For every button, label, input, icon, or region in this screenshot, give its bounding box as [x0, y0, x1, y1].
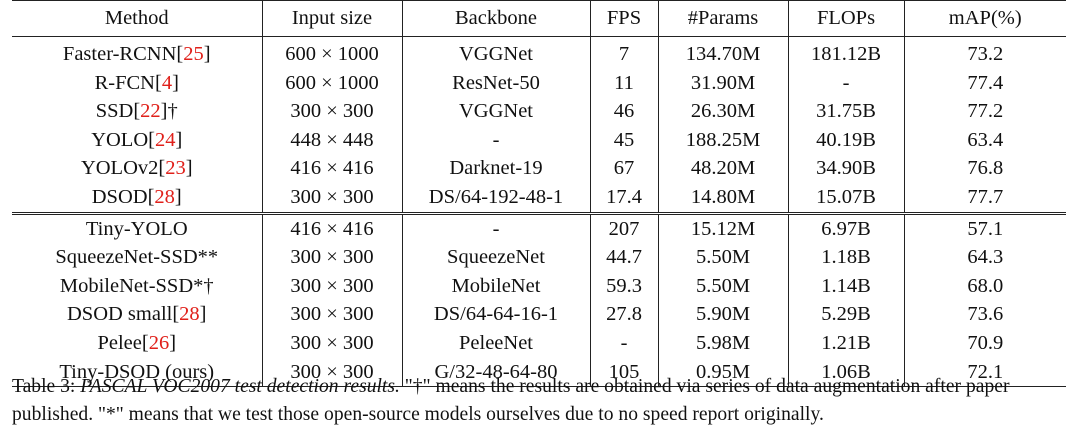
- method-name: Faster-RCNN: [62, 43, 177, 66]
- cell-map: 77.4: [967, 71, 1004, 94]
- method-name: YOLOv2: [80, 157, 159, 180]
- citation-link[interactable]: 24: [154, 128, 176, 151]
- method-suffix: †: [167, 100, 178, 123]
- cell-method: [12, 126, 262, 155]
- cell-backbone: -: [402, 213, 590, 243]
- cell-fps: 44.7: [590, 243, 658, 272]
- cell-flops: 1.21B: [788, 329, 904, 358]
- cell-input-size: 600 × 1000: [262, 69, 402, 98]
- cell-flops: 31.75B: [788, 97, 904, 126]
- ref-bracket: ]: [174, 186, 182, 209]
- cell-method: [12, 329, 262, 358]
- cell-flops: 1.18B: [788, 243, 904, 272]
- cell-input-size: 300 × 300: [262, 97, 402, 126]
- ref-bracket: [: [176, 43, 184, 66]
- ref-bracket: ]: [199, 303, 207, 326]
- method-name: SSD: [95, 100, 134, 123]
- cell-input-size: 300 × 300: [262, 329, 402, 358]
- cell-fps: -: [590, 329, 658, 358]
- cell-params: 14.80M: [658, 183, 788, 213]
- cell-flops: 1.14B: [788, 272, 904, 301]
- table-row: [12, 272, 1066, 301]
- cell-backbone: PeleeNet: [402, 329, 590, 358]
- header-params: #Params: [658, 1, 788, 37]
- method-name: SqueezeNet-SSD**: [55, 246, 219, 269]
- cell-flops: 6.97B: [788, 213, 904, 243]
- cell-params: 188.25M: [658, 126, 788, 155]
- cell-params: 5.90M: [658, 300, 788, 329]
- table-row: [12, 213, 1066, 243]
- citation-link[interactable]: 23: [165, 157, 186, 180]
- ref-bracket: ]: [169, 331, 177, 354]
- cell-fps: 105: [590, 358, 658, 387]
- method-name: MobileNet-SSD*†: [59, 274, 214, 297]
- cell-map: 73.6: [967, 303, 1004, 326]
- cell-map: 76.8: [967, 157, 1004, 180]
- cell-fps: 11: [590, 69, 658, 98]
- header-backbone: Backbone: [402, 1, 590, 37]
- citation-link[interactable]: 28: [179, 303, 200, 326]
- cell-flops: 15.07B: [788, 183, 904, 213]
- cell-method: [12, 97, 262, 126]
- method-name: Tiny-DSOD (ours): [59, 360, 215, 383]
- cell-method: [12, 243, 262, 272]
- cell-map: 72.1: [904, 358, 1066, 387]
- cell-fps: 46: [590, 97, 658, 126]
- cell-map: 64.3: [967, 246, 1004, 269]
- cell-backbone: -: [402, 126, 590, 155]
- table-body: [12, 37, 1066, 387]
- method-name: Tiny-YOLO: [85, 217, 188, 240]
- table-row: [12, 97, 1066, 126]
- cell-backbone: VGGNet: [402, 97, 590, 126]
- citation-link[interactable]: 25: [183, 43, 204, 66]
- cell-fps: 27.8: [590, 300, 658, 329]
- ref-bracket: [: [158, 157, 166, 180]
- cell-input-size: 300 × 300: [262, 300, 402, 329]
- table-row: [12, 126, 1066, 155]
- cell-input-size: 600 × 1000: [262, 37, 402, 69]
- caption-label: Table 3:: [12, 376, 81, 397]
- cell-params: 15.12M: [658, 213, 788, 243]
- citation-link[interactable]: 26: [148, 331, 170, 354]
- cell-backbone: DS/64-192-48-1: [402, 183, 590, 213]
- header-fps: FPS: [590, 1, 658, 37]
- cell-map: 77.7: [967, 186, 1004, 209]
- cell-flops: -: [788, 69, 904, 98]
- table-caption: [12, 373, 1068, 429]
- cell-map: 77.2: [967, 100, 1004, 123]
- cell-input-size: 300 × 300: [262, 183, 402, 213]
- cell-method: [12, 183, 262, 213]
- table-row: [12, 300, 1066, 329]
- cell-backbone: G/32-48-64-80: [402, 358, 590, 387]
- cell-fps: 67: [590, 154, 658, 183]
- cell-method: [12, 37, 262, 69]
- ref-bracket: [: [141, 331, 149, 354]
- cell-map: 73.2: [967, 43, 1004, 66]
- citation-link[interactable]: 22: [140, 100, 161, 123]
- cell-map: 57.1: [904, 213, 1066, 243]
- table-row: [12, 243, 1066, 272]
- cell-params: 31.90M: [658, 69, 788, 98]
- method-name: DSOD: [91, 186, 148, 209]
- caption-text: "†" means the results are obtained via series of data augmentation after paper published. "*" means that we test those open-source models ourselves due to no speed report originally.: [12, 376, 1010, 425]
- cell-backbone: SqueezeNet: [402, 243, 590, 272]
- cell-map: 70.9: [967, 331, 1004, 354]
- table-row: [12, 69, 1066, 98]
- cell-method: [12, 154, 262, 183]
- cell-flops: 5.29B: [788, 300, 904, 329]
- method-name: Pelee: [97, 331, 142, 354]
- cell-params: 5.50M: [658, 272, 788, 301]
- caption-title: PASCAL VOC2007 test detection results.: [80, 376, 400, 397]
- cell-method: [12, 300, 262, 329]
- cell-params: 48.20M: [658, 154, 788, 183]
- cell-params: 5.50M: [658, 243, 788, 272]
- cell-input-size: 300 × 300: [262, 272, 402, 301]
- table-row: [12, 329, 1066, 358]
- method-name: R-FCN: [94, 71, 155, 94]
- cell-input-size: 300 × 300: [262, 358, 402, 387]
- header-flops: FLOPs: [788, 1, 904, 37]
- header-row: [12, 1, 1066, 37]
- cell-input-size: 448 × 448: [262, 126, 402, 155]
- header-method: Method: [12, 1, 262, 37]
- cell-backbone: ResNet-50: [402, 69, 590, 98]
- cell-method: [12, 213, 262, 243]
- ref-bracket: [: [148, 128, 155, 151]
- cell-flops: 34.90B: [788, 154, 904, 183]
- ref-bracket: ]: [185, 157, 193, 180]
- cell-params: 0.95M: [658, 358, 788, 387]
- cell-input-size: 300 × 300: [262, 243, 402, 272]
- cell-method: [12, 69, 262, 98]
- cell-fps: 17.4: [590, 183, 658, 213]
- cell-flops: 181.12B: [788, 37, 904, 69]
- ref-bracket: ]: [160, 100, 168, 123]
- ref-bracket: ]: [175, 128, 183, 151]
- cell-input-size: 416 × 416: [262, 213, 402, 243]
- table-row: [12, 183, 1066, 213]
- cell-map: 68.0: [967, 274, 1004, 297]
- cell-method: [12, 272, 262, 301]
- ref-bracket: [: [147, 186, 155, 209]
- cell-backbone: MobileNet: [402, 272, 590, 301]
- table-row: [12, 37, 1066, 69]
- header-input-size: Input size: [262, 1, 402, 37]
- cell-backbone: DS/64-64-16-1: [402, 300, 590, 329]
- header-map: mAP(%): [904, 1, 1066, 37]
- ref-bracket: [: [133, 100, 141, 123]
- cell-backbone: Darknet-19: [402, 154, 590, 183]
- ref-bracket: [: [154, 71, 162, 94]
- cell-params: 134.70M: [658, 37, 788, 69]
- cell-flops: 40.19B: [788, 126, 904, 155]
- cell-input-size: 416 × 416: [262, 154, 402, 183]
- table-row: [12, 154, 1066, 183]
- method-name: DSOD small: [66, 303, 173, 326]
- cell-params: 5.98M: [658, 329, 788, 358]
- cell-fps: 7: [590, 37, 658, 69]
- citation-link[interactable]: 28: [154, 186, 175, 209]
- results-table: [12, 0, 1066, 387]
- cell-map: 63.4: [967, 128, 1004, 151]
- ref-bracket: ]: [172, 71, 179, 94]
- cell-flops: 1.06B: [788, 358, 904, 387]
- ref-bracket: [: [172, 303, 180, 326]
- cell-fps: 59.3: [590, 272, 658, 301]
- ref-bracket: ]: [203, 43, 211, 66]
- cell-backbone: VGGNet: [402, 37, 590, 69]
- citation-link[interactable]: 4: [161, 71, 173, 94]
- cell-fps: 45: [590, 126, 658, 155]
- method-name: YOLO: [91, 128, 149, 151]
- cell-fps: 207: [590, 213, 658, 243]
- cell-params: 26.30M: [658, 97, 788, 126]
